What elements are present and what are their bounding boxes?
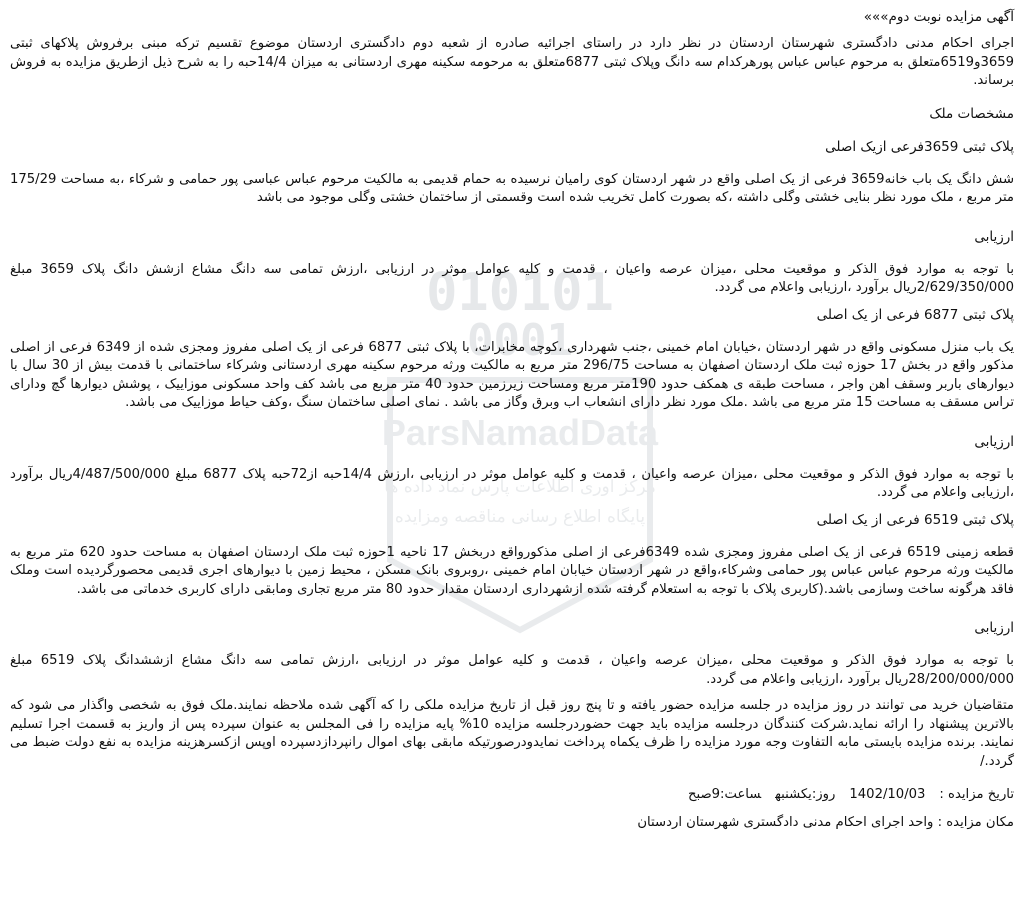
- watermark-digits-bottom: 0001: [467, 315, 573, 366]
- watermark-brand: ParsNamadData: [381, 412, 659, 453]
- plot2-heading: پلاک ثبتی 6877 فرعی از یک اصلی: [816, 306, 1014, 323]
- notice-intro: اجرای احکام مدنی دادگستری شهرستان اردستان در نظر دارد در راستای اجرائیه صادره از شعبه دوم دادگستری اردستان موضوع تقسیم ترکه مبنی برفروش پلاکهای ثبتی 3659و6519متعلق به مرحوم عباس عباس پورهرکدام سه دانگ وپلاک ثبتی 6877متعلق به مرحومه سکینه مهری اردستانی به میزان 14/4حبه را به شرح ذیل ازطریق مزایده به فروش برساند.: [10, 36, 1014, 88]
- plot1-description: شش دانگ یک باب خانه3659 فرعی از یک اصلی واقع در شهر اردستان کوی رامیان نرسیده به حمام قدیمی به مالکیت مرحوم عباس عباسی پور حمامی و شرکاء ،به مساحت 175/29 متر مربع ، ملک مورد نظر بنایی خشتی وگلی داشته ،که بصورت کامل تخریب شده است وقسمتی از ساختمان خشتی وگلی موجود می باشد: [10, 171, 1014, 205]
- eval3-text: با توجه به موارد فوق الذکر و موقعیت محلی ،میزان عرصه واعیان ، قدمت و کلیه عوامل موثر در ارزیابی ،ارزش تمامی سه دانگ مشاع ازششدانگ پلاک 6519 مبلغ 28/200/000/000ریال برآورد ،ارزیابی واعلام می گردد.: [10, 653, 1014, 687]
- specs-heading: مشخصات ملک: [929, 105, 1014, 122]
- eval2-heading: ارزیابی: [974, 433, 1014, 450]
- date-value: 1402/10/03: [849, 787, 926, 802]
- watermark-line1: مرکز آوری اطلاعات پارس نماد داده ها: [384, 477, 656, 497]
- auction-date-line: [10, 785, 1014, 805]
- watermark-digits-top: 010101: [426, 263, 614, 323]
- eval1-heading: ارزیابی: [974, 228, 1014, 245]
- eval1-text: با توجه به موارد فوق الذکر و موقعیت محلی ،میزان عرصه واعیان ، قدمت و کلیه عوامل موثر در ارزیابی ،ارزش تمامی سه دانگ مشاع ازشش دانگ پلاک 3659 مبلغ 2/629/350/000ریال برآورد ،ارزیابی واعلام می گردد.: [10, 261, 1014, 295]
- plot2-description: یک باب منزل مسکونی واقع در شهر اردستان ،خیابان امام خمینی ،جنب شهرداری ،کوچه مخابرات، با پلاک ثبتی 6877 فرعی از یک اصلی مفروز ومجزی شده از 6349 فرعی از اصلی مذکور واقع در بخش 17 حوزه ثبت ملک اردستان اصفهان به مساحت 296/75 متر مربع به مالکیت ورثه مرحوم سکینه مهری اردستانی وشرکاء ساختمانی با قدمت بیش از 30 سال با دیوارهای باربر وسقف اهن واجر ، مساحت طبقه ی همکف حدود 190متر مربع ومساحت زیرزمین حدود 40 متر مربع می باشد کف واحد مسکونی موزاییک ، پوشش دیوارها گچ ودارای تراس مسقف به مساحت 15 متر مربع می باشد .ملک مورد نظر دارای انشعاب اب وبرق وگاز می باشد . نمای اصلی ساختمان سنگ ،وکف حیاط موزاییک می باشد.: [10, 339, 1014, 410]
- plot3-description: قطعه زمینی 6519 فرعی از یک اصلی مفروز ومجزی شده 6349فرعی از اصلی مذکورواقع دربخش 17 ناحیه 1حوزه ثبت ملک اردستان اصفهان به مساحت حدود 620 متر مربع به مالکیت ورثه مرحوم عباس عباس پور حمامی وشرکاء،واقع در شهر اردستان خیابان امام خمینی ،روبروی بانک مسکن ، محیط زمین با دیوارهای اجری قدیمی محصورگردیده است وملک فاقد هرگونه ساخت وسازمی باشد.(کاربری پلاک با توجه به استعلام گرفته شده ازشهرداری اردستان مقدار حدود 80 متر مربع تجاری ومابقی دارای کاربری خدماتی می باشد.: [10, 544, 1014, 597]
- day-label: روز:یکشنبه: [775, 787, 836, 802]
- auction-place: مکان مزایده : واحد اجرای احکام مدنی دادگستری شهرستان اردستان: [637, 815, 1014, 830]
- auction-conditions: متقاضیان خرید می توانند در روز مزایده در جلسه مزایده حضور یافته و تا پنج روز قبل از تاریخ مزایده ملکی را که آگهی شده ملاحظه نمایند.ملک فوق به شخصی واگذار می شود که بالاترین پیشنهاد را ارائه نماید.شرکت کنندگان درجلسه مزایده باید جهت حضوردرجلسه مزایده 10% پایه مزایده را فی المجلس به عنوان سپرده پس از واریز به قسمت اجرا تسلیم نمایند. برنده مزایده بایستی مابه التفاوت وجه مورد مزایده را ظرف یکماه پرداخت نمایدودرصورتیکه مابقی بهای اموال رانپردازدسپرده اوپس ازکسرهزینه مزایده به نفع دولت ضبط می گردد./: [10, 698, 1014, 769]
- watermark-line2: پایگاه اطلاع رسانی مناقصه ومزایده: [394, 507, 646, 527]
- date-label: تاریخ مزایده :: [939, 787, 1014, 802]
- time-label: ساعت:9صبح: [687, 787, 762, 802]
- plot1-heading: پلاک ثبتی 3659فرعی ازیک اصلی: [825, 138, 1014, 155]
- eval3-heading: ارزیابی: [974, 620, 1014, 636]
- plot3-heading: پلاک ثبتی 6519 فرعی از یک اصلی: [816, 511, 1014, 528]
- notice-title: آگهی مزایده نوبت دوم»»»: [863, 9, 1014, 25]
- eval2-text: با توجه به موارد فوق الذکر و موقعیت محلی ،میزان عرصه واعیان ، قدمت و کلیه عوامل موثر در ارزیابی ،ارزش 14/4حبه از72حبه پلاک 6877 مبلغ 4/487/500/000ریال برآورد ،ارزیابی واعلام می گردد.: [10, 466, 1014, 500]
